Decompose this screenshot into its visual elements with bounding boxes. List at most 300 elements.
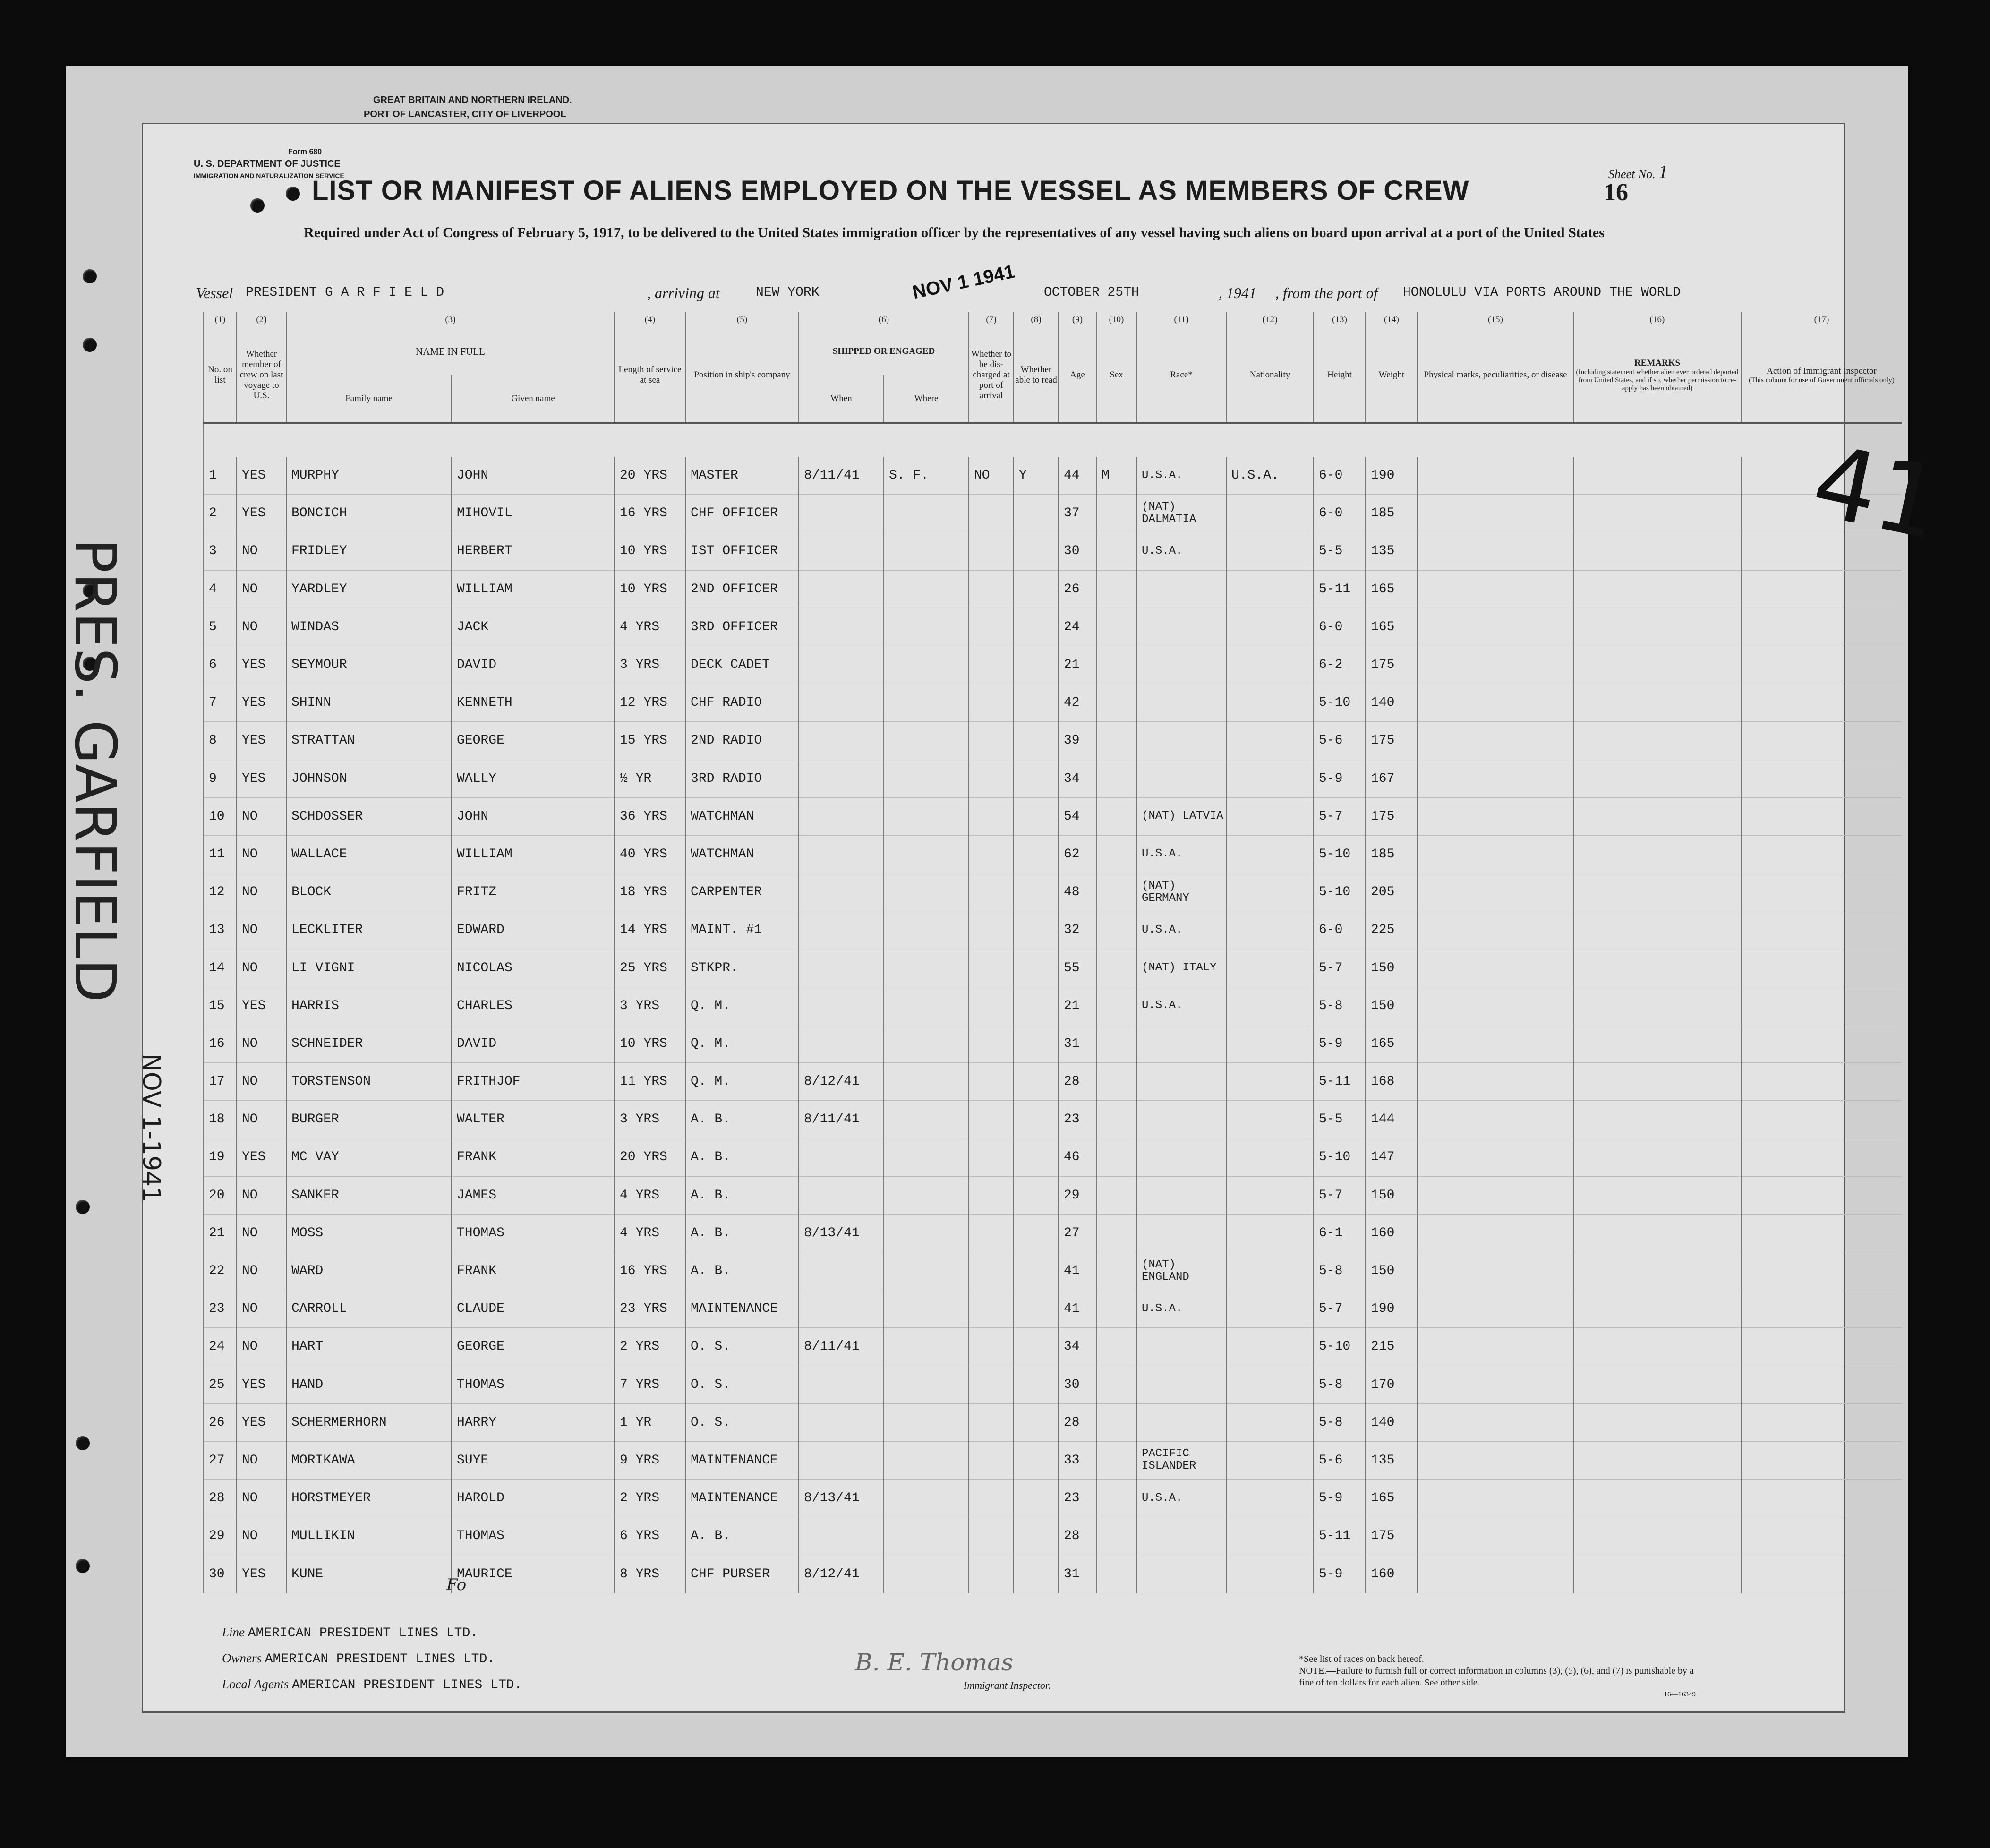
race-cell: U.S.A. [1136,532,1226,570]
row-number: 16 [204,1025,237,1062]
shipped-where-cell: S. F. [884,457,969,495]
last-voyage-cell: NO [237,835,286,873]
race-cell [1136,684,1226,722]
weight-cell: 150 [1366,1176,1418,1214]
race-cell [1136,1176,1226,1214]
punch-hole [250,198,265,213]
nationality-cell [1226,987,1314,1025]
service-label: IMMIGRATION AND NATURALIZATION SERVICE [194,172,344,180]
arriving-label: , arriving at [647,284,720,301]
column-number-row [204,312,1902,328]
given-name-cell: FRANK [452,1252,615,1290]
physical-cell [1418,1366,1573,1403]
shipped-where-cell [884,646,969,684]
sex-cell [1096,1480,1136,1517]
last-voyage-cell: NO [237,532,286,570]
shipped-where-cell [884,1403,969,1441]
weight-cell: 165 [1366,1480,1418,1517]
line-value: AMERICAN PRESIDENT LINES LTD. [248,1626,478,1641]
height-cell: 5-10 [1314,873,1366,911]
line-label: Line [222,1625,245,1639]
weight-cell: 160 [1366,1214,1418,1252]
physical-cell [1418,1517,1573,1555]
row-number: 26 [204,1403,237,1441]
position-cell: DECK CADET [685,646,799,684]
position-cell: CARPENTER [685,873,799,911]
crew-table [203,312,1902,1593]
shipped-where-cell [884,495,969,532]
crew-body [204,457,1902,1593]
shipped-where-cell [884,1328,969,1366]
header-where: Where [884,375,969,423]
physical-cell [1418,1403,1573,1441]
height-cell: 5-11 [1314,1517,1366,1555]
given-name-cell: CHARLES [452,987,615,1025]
table-row [204,911,1902,949]
header-family-name: Family name [286,375,452,423]
action-cell [1741,1063,1902,1101]
header-weight: Weight [1366,328,1418,423]
action-cell [1741,570,1902,608]
nationality-cell [1226,1063,1314,1101]
height-cell: 5-10 [1314,1328,1366,1366]
shipped-when-cell [799,1176,884,1214]
given-name-cell: JAMES [452,1176,615,1214]
age-cell: 32 [1059,911,1096,949]
given-name-cell: WALLY [452,760,615,797]
last-voyage-cell: NO [237,1290,286,1328]
action-cell [1741,1403,1902,1441]
discharged-cell [969,1025,1014,1062]
age-cell: 31 [1059,1025,1096,1062]
age-cell: 23 [1059,1101,1096,1138]
header-position: Position in ship's company [685,328,799,423]
table-row [204,1101,1902,1138]
table-row [204,835,1902,873]
nationality-cell [1226,722,1314,760]
able-read-cell [1014,1328,1059,1366]
physical-cell [1418,1101,1573,1138]
family-name-cell: SCHERMERHORN [286,1403,452,1441]
action-cell [1741,1517,1902,1555]
given-name-cell: SUYE [452,1441,615,1479]
shipped-when-cell: 8/11/41 [799,1101,884,1138]
action-cell [1741,1328,1902,1366]
shipped-where-cell [884,797,969,835]
height-cell: 5-7 [1314,1290,1366,1328]
family-name-cell: MORIKAWA [286,1441,452,1479]
nationality-cell [1226,1101,1314,1138]
age-cell: 26 [1059,570,1096,608]
age-cell: 29 [1059,1176,1096,1214]
remarks-cell [1573,570,1741,608]
age-cell: 24 [1059,608,1096,646]
last-voyage-cell: YES [237,1366,286,1403]
last-voyage-cell: NO [237,1480,286,1517]
age-cell: 21 [1059,987,1096,1025]
position-cell: WATCHMAN [685,835,799,873]
remarks-cell [1573,797,1741,835]
header-nationality: Nationality [1226,328,1314,423]
sex-cell [1096,684,1136,722]
owners-value: AMERICAN PRESIDENT LINES LTD. [265,1652,495,1667]
sex-cell [1096,1517,1136,1555]
row-number: 19 [204,1138,237,1176]
service-cell: 2 YRS [615,1328,685,1366]
physical-cell [1418,835,1573,873]
shipped-when-cell [799,1290,884,1328]
age-cell: 48 [1059,873,1096,911]
height-cell: 5-5 [1314,532,1366,570]
able-read-cell [1014,495,1059,532]
family-name-cell: SANKER [286,1176,452,1214]
last-voyage-cell: YES [237,722,286,760]
shipped-when-cell [799,608,884,646]
family-name-cell: WARD [286,1252,452,1290]
date-stamp: NOV 1 1941 [910,261,1017,303]
family-name-cell: HARRIS [286,987,452,1025]
discharged-cell [969,873,1014,911]
punch-hole [76,1436,90,1450]
nationality-cell [1226,949,1314,987]
table-row [204,570,1902,608]
shipped-when-cell: 8/12/41 [799,1555,884,1593]
physical-cell [1418,1328,1573,1366]
last-voyage-cell: NO [237,797,286,835]
action-cell [1741,1138,1902,1176]
able-read-cell [1014,1176,1059,1214]
weight-cell: 190 [1366,457,1418,495]
row-number: 12 [204,873,237,911]
row-number: 29 [204,1517,237,1555]
weight-cell: 170 [1366,1366,1418,1403]
given-name-cell: MAURICE [452,1555,615,1593]
last-voyage-cell: NO [237,1063,286,1101]
last-voyage-cell: YES [237,646,286,684]
owners-label: Owners [222,1651,262,1665]
able-read-cell [1014,1138,1059,1176]
family-name-cell: STRATTAN [286,722,452,760]
header-able-read: Whether able to read [1014,328,1059,423]
header-discharged: Whether to be dis-charged at port of arrival [969,328,1014,423]
height-cell: 5-8 [1314,1366,1366,1403]
table-row [204,1063,1902,1101]
discharged-cell [969,1441,1014,1479]
arriving-port: NEW YORK [756,285,820,300]
nationality-cell [1226,873,1314,911]
race-cell [1136,646,1226,684]
discharged-cell [969,1214,1014,1252]
col-num: (17) [1741,312,1902,328]
table-row [204,532,1902,570]
remarks-cell [1573,1517,1741,1555]
given-name-cell: THOMAS [452,1366,615,1403]
shipped-when-cell [799,495,884,532]
weight-cell: 160 [1366,1555,1418,1593]
fo-mark: Fo [446,1575,467,1594]
position-cell: A. B. [685,1517,799,1555]
service-cell: 9 YRS [615,1441,685,1479]
height-cell: 5-10 [1314,835,1366,873]
action-cell [1741,646,1902,684]
height-cell: 6-2 [1314,646,1366,684]
service-cell: 11 YRS [615,1063,685,1101]
discharged-cell [969,1101,1014,1138]
remarks-cell [1573,1214,1741,1252]
able-read-cell [1014,1252,1059,1290]
age-cell: 28 [1059,1063,1096,1101]
nationality-cell [1226,1025,1314,1062]
row-number: 9 [204,760,237,797]
port-stamp-line1: GREAT BRITAIN AND NORTHERN IRELAND. [373,95,572,105]
age-cell: 62 [1059,835,1096,873]
row-number: 30 [204,1555,237,1593]
shipped-where-cell [884,911,969,949]
able-read-cell [1014,1063,1059,1101]
service-cell: 4 YRS [615,608,685,646]
shipped-when-cell: 8/13/41 [799,1214,884,1252]
given-name-cell: WILLIAM [452,835,615,873]
remarks-cell [1573,1480,1741,1517]
last-voyage-cell: NO [237,873,286,911]
physical-cell [1418,608,1573,646]
race-cell: U.S.A. [1136,987,1226,1025]
manifest-title: LIST OR MANIFEST OF ALIENS EMPLOYED ON THE VESSEL AS MEMBERS OF CREW [312,175,1469,206]
row-number: 28 [204,1480,237,1517]
row-number: 7 [204,684,237,722]
footer-agents [222,1677,522,1693]
nationality-cell [1226,1252,1314,1290]
position-cell: 2ND OFFICER [685,570,799,608]
note-races: *See list of races on back hereof. [1299,1654,1424,1664]
given-name-cell: KENNETH [452,684,615,722]
discharged-cell [969,1290,1014,1328]
from-port: HONOLULU VIA PORTS AROUND THE WORLD [1403,285,1681,300]
table-row [204,608,1902,646]
sex-cell [1096,570,1136,608]
family-name-cell: TORSTENSON [286,1063,452,1101]
service-cell: 15 YRS [615,722,685,760]
shipped-where-cell [884,835,969,873]
shipped-when-cell [799,987,884,1025]
discharged-cell [969,1480,1014,1517]
age-cell: 28 [1059,1403,1096,1441]
shipped-where-cell [884,1290,969,1328]
remarks-title: REMARKS [1634,358,1681,368]
shipped-where-cell [884,760,969,797]
given-name-cell: FRITZ [452,873,615,911]
physical-cell [1418,1025,1573,1062]
discharged-cell [969,1328,1014,1366]
race-cell [1136,570,1226,608]
sex-cell [1096,1063,1136,1101]
sex-cell [1096,949,1136,987]
service-cell: 18 YRS [615,873,685,911]
race-cell: U.S.A. [1136,1480,1226,1517]
punch-hole [83,338,97,352]
action-cell [1741,1555,1902,1593]
race-cell: (NAT) DALMATIA [1136,495,1226,532]
position-cell: A. B. [685,1214,799,1252]
table-row [204,1480,1902,1517]
position-cell: MAINT. #1 [685,911,799,949]
service-cell: 36 YRS [615,797,685,835]
physical-cell [1418,873,1573,911]
height-cell: 6-0 [1314,608,1366,646]
given-name-cell: GEORGE [452,722,615,760]
margin-date-handwriting: NOV 1-1941 [137,1053,165,1203]
service-cell: 20 YRS [615,1138,685,1176]
col-num: (1) [204,312,237,328]
sex-cell [1096,1403,1136,1441]
sex-cell [1096,1138,1136,1176]
last-voyage-cell: YES [237,1403,286,1441]
shipped-when-cell: 8/12/41 [799,1063,884,1101]
table-row [204,987,1902,1025]
row-number: 21 [204,1214,237,1252]
physical-cell [1418,495,1573,532]
remarks-cell [1573,1176,1741,1214]
table-row [204,646,1902,684]
position-cell: MASTER [685,457,799,495]
shipped-when-cell [799,1366,884,1403]
discharged-cell [969,797,1014,835]
table-row [204,1328,1902,1366]
col-num: (10) [1096,312,1136,328]
discharged-cell [969,1176,1014,1214]
action-cell [1741,1101,1902,1138]
shipped-where-cell [884,873,969,911]
row-number: 14 [204,949,237,987]
discharged-cell [969,760,1014,797]
service-cell: 3 YRS [615,987,685,1025]
remarks-sub: (Including statement whether alien ever ordered deported from United States, and if so, whether permission to re-apply has been obtained) [1576,368,1739,392]
given-name-cell: FRANK [452,1138,615,1176]
weight-cell: 135 [1366,532,1418,570]
nationality-cell [1226,646,1314,684]
able-read-cell [1014,1290,1059,1328]
shipped-when-cell [799,949,884,987]
race-cell: U.S.A. [1136,911,1226,949]
age-cell: 37 [1059,495,1096,532]
position-cell: 2ND RADIO [685,722,799,760]
row-number: 22 [204,1252,237,1290]
nationality-cell [1226,1214,1314,1252]
weight-cell: 225 [1366,911,1418,949]
remarks-cell [1573,835,1741,873]
sex-cell [1096,1176,1136,1214]
weight-cell: 165 [1366,608,1418,646]
position-cell: CHF PURSER [685,1555,799,1593]
position-cell: WATCHMAN [685,797,799,835]
nationality-cell [1226,570,1314,608]
age-cell: 21 [1059,646,1096,684]
height-cell: 6-0 [1314,911,1366,949]
service-cell: 14 YRS [615,911,685,949]
nationality-cell [1226,1480,1314,1517]
race-cell: U.S.A. [1136,1290,1226,1328]
last-voyage-cell: YES [237,495,286,532]
discharged-cell [969,646,1014,684]
table-row [204,1290,1902,1328]
service-cell: 8 YRS [615,1555,685,1593]
discharged-cell [969,835,1014,873]
row-number: 23 [204,1290,237,1328]
action-cell [1741,987,1902,1025]
service-cell: 20 YRS [615,457,685,495]
height-cell: 5-9 [1314,1025,1366,1062]
shipped-when-cell: 8/11/41 [799,457,884,495]
row-number: 1 [204,457,237,495]
race-cell: (NAT) GERMANY [1136,873,1226,911]
col-num: (5) [685,312,799,328]
table-row [204,495,1902,532]
sheet-handwritten: 1 [1658,161,1668,182]
sex-cell [1096,1214,1136,1252]
shipped-when-cell [799,646,884,684]
shipped-when-cell [799,1138,884,1176]
last-voyage-cell: NO [237,1176,286,1214]
physical-cell [1418,1555,1573,1593]
action-cell [1741,949,1902,987]
shipped-when-cell: 8/11/41 [799,1328,884,1366]
weight-cell: 175 [1366,797,1418,835]
agents-label: Local Agents [222,1677,289,1691]
last-voyage-cell: NO [237,949,286,987]
race-cell [1136,1063,1226,1101]
height-cell: 5-5 [1314,1101,1366,1138]
remarks-cell [1573,457,1741,495]
age-cell: 27 [1059,1214,1096,1252]
age-cell: 30 [1059,1366,1096,1403]
weight-cell: 165 [1366,570,1418,608]
sex-cell [1096,911,1136,949]
department-label: U. S. DEPARTMENT OF JUSTICE [194,159,341,169]
position-cell: STKPR. [685,949,799,987]
discharged-cell [969,570,1014,608]
nationality-cell [1226,1328,1314,1366]
row-number: 8 [204,722,237,760]
remarks-cell [1573,1290,1741,1328]
discharged-cell [969,722,1014,760]
service-cell: 4 YRS [615,1176,685,1214]
age-cell: 39 [1059,722,1096,760]
row-number: 3 [204,532,237,570]
table-row [204,1252,1902,1290]
last-voyage-cell: NO [237,1252,286,1290]
family-name-cell: JOHNSON [286,760,452,797]
physical-cell [1418,1214,1573,1252]
given-name-cell: WALTER [452,1101,615,1138]
height-cell: 6-1 [1314,1214,1366,1252]
race-cell: (NAT) ENGLAND [1136,1252,1226,1290]
header-sex: Sex [1096,328,1136,423]
position-cell: 3RD OFFICER [685,608,799,646]
nationality-cell [1226,797,1314,835]
header-when: When [799,375,884,423]
able-read-cell [1014,1025,1059,1062]
form-number: Form 680 [288,148,322,156]
age-cell: 44 [1059,457,1096,495]
action-sub: (This column for use of Government officials only) [1749,376,1895,384]
row-number: 18 [204,1101,237,1138]
family-name-cell: SHINN [286,684,452,722]
sex-cell [1096,495,1136,532]
row-number: 10 [204,797,237,835]
able-read-cell [1014,1441,1059,1479]
given-name-cell: THOMAS [452,1214,615,1252]
race-cell [1136,1366,1226,1403]
